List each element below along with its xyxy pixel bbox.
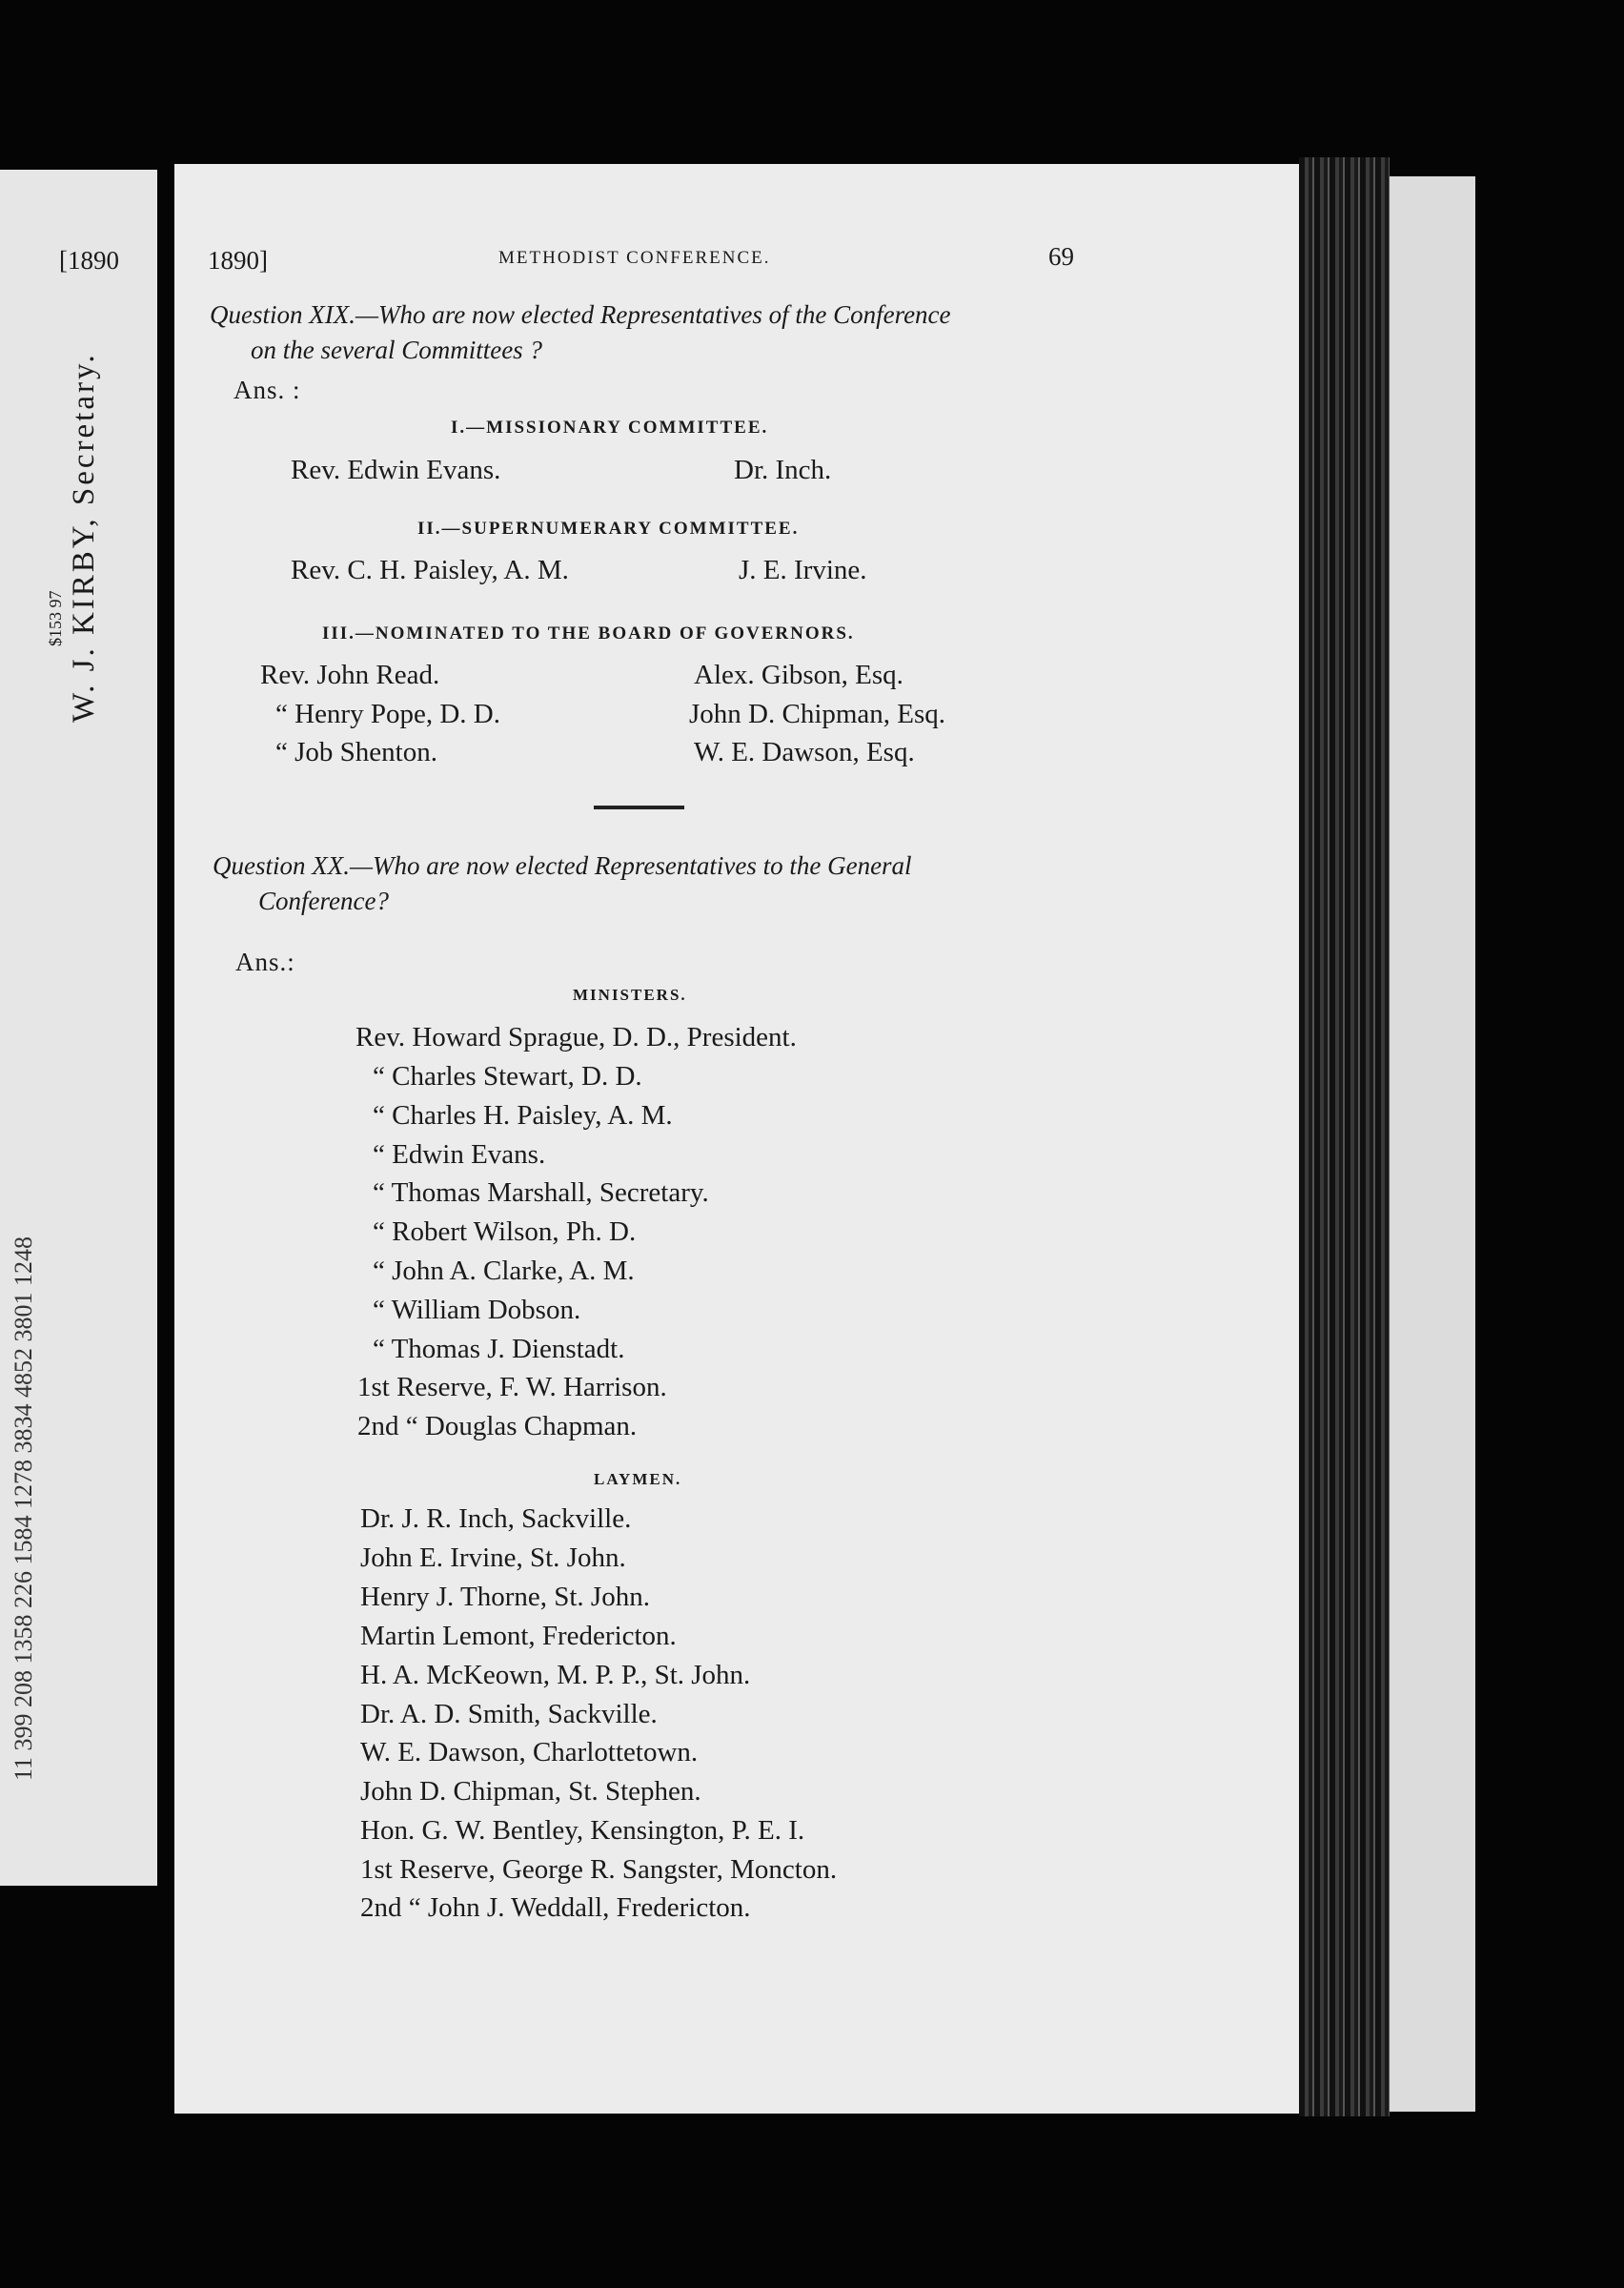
header-year: 1890] <box>208 246 268 275</box>
question-19-line-1: Question XIX.—Who are now elected Representatives of the Conference <box>210 300 951 329</box>
minister-row: “ Robert Wilson, Ph. D. <box>373 1216 637 1247</box>
governors-minister-1: Rev. John Read. <box>260 660 440 690</box>
back-cover-sheet <box>1390 176 1475 2112</box>
question-20-line-2: Conference? <box>258 887 389 915</box>
minister-row: “ Thomas J. Dienstadt. <box>373 1334 625 1364</box>
page-edges <box>1299 157 1390 2116</box>
question-20-line-1: Question XX.—Who are now elected Representatives to the General <box>213 851 912 880</box>
layman-row: H. A. McKeown, M. P. P., St. John. <box>360 1660 751 1690</box>
layman-reserve-2: 2nd “ John J. Weddall, Fredericton. <box>360 1892 751 1923</box>
minister-row: “ Charles H. Paisley, A. M. <box>373 1100 673 1131</box>
minister-row: “ William Dobson. <box>373 1295 581 1325</box>
layman-row: Henry J. Thorne, St. John. <box>360 1582 650 1612</box>
layman-reserve-1: 1st Reserve, George R. Sangster, Moncton. <box>360 1854 838 1885</box>
main-page <box>174 164 1299 2114</box>
minister-row: “ Edwin Evans. <box>373 1139 546 1170</box>
left-page-year: [1890 <box>59 246 119 275</box>
left-page-amount: $153 97 <box>46 590 65 646</box>
governors-layman-3: W. E. Dawson, Esq. <box>694 737 915 767</box>
left-facing-page <box>0 170 157 1886</box>
supernumerary-committee-heading: II.—SUPERNUMERARY COMMITTEE. <box>417 519 800 539</box>
missionary-committee-minister: Rev. Edwin Evans. <box>291 455 501 485</box>
layman-row: Dr. A. D. Smith, Sackville. <box>360 1699 658 1729</box>
minister-reserve-1: 1st Reserve, F. W. Harrison. <box>357 1372 667 1402</box>
ministers-heading: MINISTERS. <box>573 986 687 1004</box>
question-19-line-2: on the several Committees ? <box>251 336 542 364</box>
layman-row: Martin Lemont, Fredericton. <box>360 1621 677 1651</box>
board-of-governors-heading: III.—NOMINATED TO THE BOARD OF GOVERNORS. <box>322 623 855 644</box>
minister-row: “ Thomas Marshall, Secretary. <box>373 1177 709 1208</box>
left-page-secretary: W. J. KIRBY, Secretary. <box>67 352 101 723</box>
missionary-committee-layman: Dr. Inch. <box>734 455 832 485</box>
missionary-committee-heading: I.—MISSIONARY COMMITTEE. <box>451 418 769 438</box>
question-19-answer-label: Ans. : <box>233 376 301 404</box>
minister-reserve-2: 2nd “ Douglas Chapman. <box>357 1411 638 1441</box>
section-divider <box>594 806 684 809</box>
page-number: 69 <box>1048 242 1074 271</box>
layman-row: John D. Chipman, St. Stephen. <box>360 1776 701 1807</box>
minister-row: Rev. Howard Sprague, D. D., President. <box>355 1022 797 1052</box>
question-20-answer-label: Ans.: <box>235 948 295 976</box>
minister-row: “ John A. Clarke, A. M. <box>373 1256 635 1286</box>
governors-layman-1: Alex. Gibson, Esq. <box>694 660 903 690</box>
layman-row: Dr. J. R. Inch, Sackville. <box>360 1503 632 1534</box>
layman-row: Hon. G. W. Bentley, Kensington, P. E. I. <box>360 1815 805 1846</box>
governors-layman-2: John D. Chipman, Esq. <box>689 699 946 729</box>
layman-row: John E. Irvine, St. John. <box>360 1542 626 1573</box>
supernumerary-committee-minister: Rev. C. H. Paisley, A. M. <box>291 555 569 585</box>
laymen-heading: LAYMEN. <box>594 1470 682 1488</box>
governors-minister-2: “ Henry Pope, D. D. <box>275 699 500 729</box>
left-page-vertical-figures: 11 399 208 1358 226 1584 1278 3834 4852 3801 1248 <box>10 1236 37 1781</box>
layman-row: W. E. Dawson, Charlottetown. <box>360 1737 699 1767</box>
governors-minister-3: “ Job Shenton. <box>275 737 437 767</box>
running-title: METHODIST CONFERENCE. <box>498 248 771 268</box>
supernumerary-committee-layman: J. E. Irvine. <box>739 555 867 585</box>
minister-row: “ Charles Stewart, D. D. <box>373 1061 642 1092</box>
